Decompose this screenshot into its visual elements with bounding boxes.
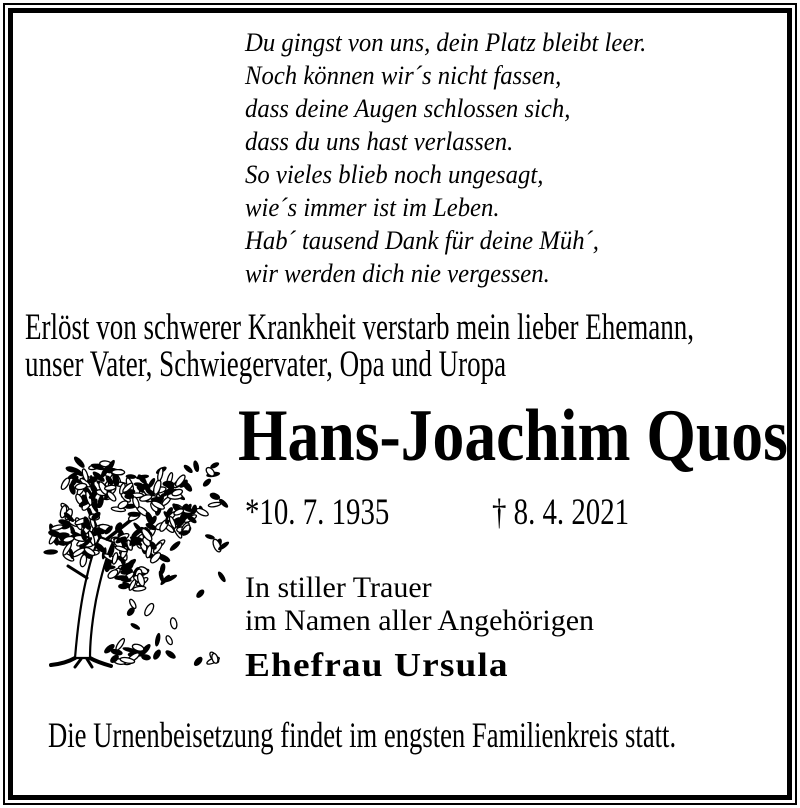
birth-date: *10. 7. 1935 xyxy=(245,492,390,533)
windblown-tree-illustration xyxy=(35,438,227,668)
poem-line: dass du uns hast verlassen. xyxy=(245,127,514,156)
windblown-tree-svg xyxy=(35,438,227,668)
death-date: † 8. 4. 2021 xyxy=(492,492,630,533)
poem-line: Du gingst von uns, dein Platz bleibt leer. xyxy=(245,28,647,57)
mourning-line: In stiller Trauer xyxy=(245,571,432,604)
deceased-name: Hans-Joachim Quos xyxy=(238,395,788,477)
poem-line: So vieles blieb noch ungesagt, xyxy=(245,160,544,189)
announcement-line: unser Vater, Schwiegervater, Opa und Uropa xyxy=(25,344,507,385)
poem-line: dass deine Augen schlossen sich, xyxy=(245,94,571,123)
funeral-note: Die Urnenbeisetzung findet im engsten Familienkreis statt. xyxy=(48,715,677,755)
mourning-statement xyxy=(245,571,594,637)
mourner-signature: Ehefrau Ursula xyxy=(245,647,509,684)
death-announcement xyxy=(25,309,694,383)
poem-line: wie´s immer ist im Leben. xyxy=(245,193,500,222)
mourning-line: im Namen aller Angehörigen xyxy=(245,604,595,637)
poem-line: wir werden dich nie vergessen. xyxy=(245,259,550,288)
memorial-poem xyxy=(245,26,646,290)
poem-line: Hab´ tausend Dank für deine Müh´, xyxy=(245,226,599,255)
poem-line: Noch können wir´s nicht fassen, xyxy=(245,61,562,90)
announcement-line: Erlöst von schwerer Krankheit verstarb mein lieber Ehemann, xyxy=(25,307,695,348)
